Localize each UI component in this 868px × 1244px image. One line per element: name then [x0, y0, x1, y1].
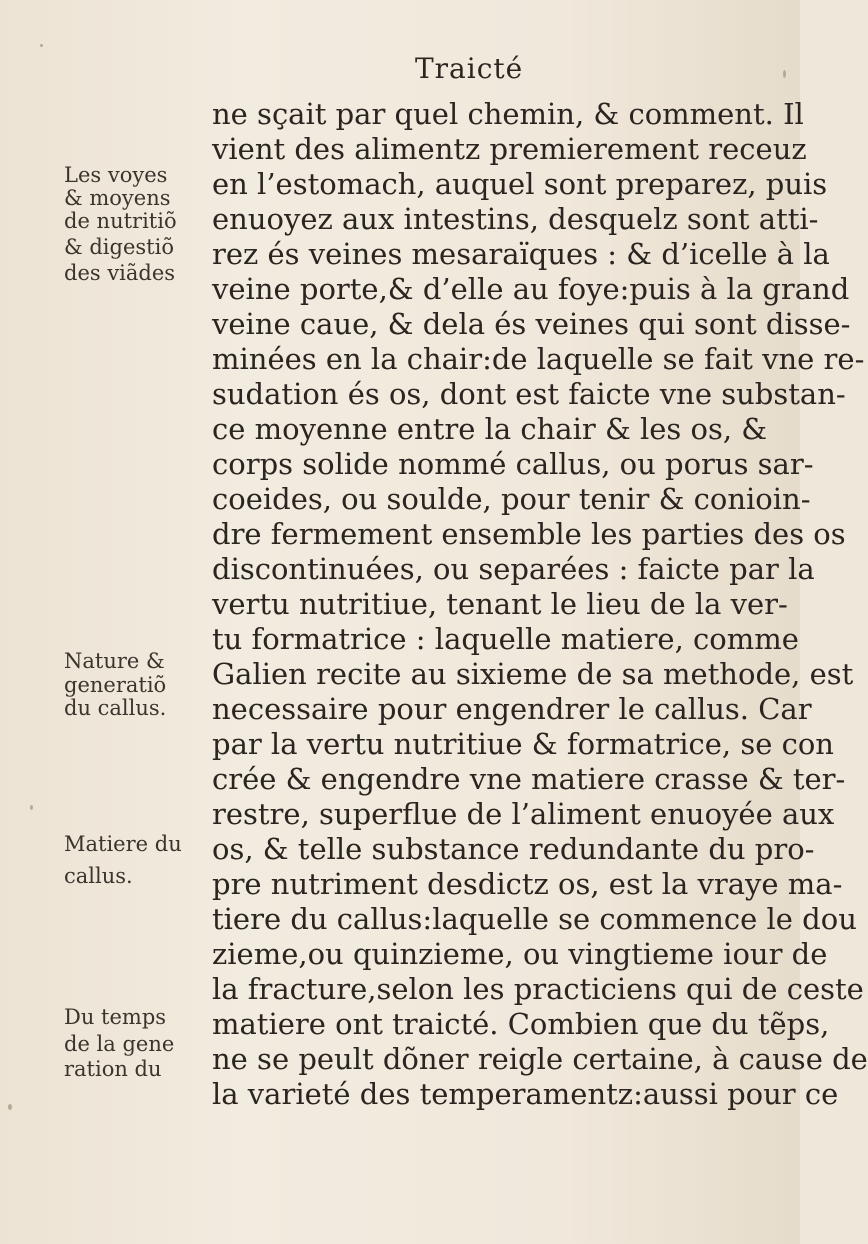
margin-note-line: de la gene: [64, 1032, 175, 1056]
paper-speck: [40, 44, 43, 47]
body-line: en l’estomach, auquel sont preparez, puis: [212, 167, 828, 201]
body-line: Galien recite au sixieme de sa methode, est: [212, 657, 854, 691]
body-line: discontinuées, ou separées : faicte par la: [212, 552, 815, 586]
margin-note-line: Matiere du: [64, 832, 182, 856]
body-line: enuoyez aux intestins, desquelz sont atti-: [212, 202, 819, 236]
body-line: ne se peult dõner reigle certaine, à cause de: [212, 1042, 868, 1076]
margin-note-line: ration du: [64, 1057, 162, 1081]
body-line: restre, superflue de l’aliment enuoyée aux: [212, 797, 835, 831]
body-line: veine caue, & dela és veines qui sont disse-: [212, 307, 851, 341]
margin-note-line: Nature &: [64, 649, 165, 673]
margin-note-line: du callus.: [64, 696, 167, 720]
body-line: rez és veines mesaraïques : & d’icelle à la: [212, 237, 830, 271]
body-line: pre nutriment desdictz os, est la vraye ma-: [212, 867, 843, 901]
margin-note-line: des viãdes: [64, 261, 176, 285]
body-line: corps solide nommé callus, ou porus sar-: [212, 447, 814, 481]
margin-note-line: & digestiõ: [64, 235, 174, 259]
body-line: vertu nutritiue, tenant le lieu de la ver-: [212, 587, 788, 621]
margin-note-line: de nutritiõ: [64, 209, 177, 233]
body-line: ce moyenne entre la chair & les os, &: [212, 412, 768, 446]
body-line: la varieté des temperamentz:aussi pour ce: [212, 1077, 839, 1111]
margin-note-line: Du temps: [64, 1005, 167, 1029]
body-line: sudation és os, dont est faicte vne substan-: [212, 377, 846, 411]
body-line: zieme,ou quinzieme, ou vingtieme iour de: [212, 937, 828, 971]
body-line: coeides, ou soulde, pour tenir & conioin-: [212, 482, 811, 516]
body-line: necessaire pour engendrer le callus. Car: [212, 692, 812, 726]
body-line: veine porte,& d’elle au foye:puis à la grand: [212, 272, 850, 306]
body-line: matiere ont traicté. Combien que du tẽps,: [212, 1007, 830, 1041]
body-line: os, & telle substance redundante du pro-: [212, 832, 815, 866]
paper-speck: [8, 1104, 12, 1110]
body-line: crée & engendre vne matiere crasse & ter-: [212, 762, 846, 796]
body-line: minées en la chair:de laquelle se fait vne re-: [212, 342, 865, 376]
margin-note-line: & moyens: [64, 186, 171, 210]
body-line: dre fermement ensemble les parties des os: [212, 517, 846, 551]
margin-note-line: Les voyes: [64, 163, 168, 187]
margin-note-line: callus.: [64, 864, 133, 888]
body-line: la fracture,selon les practiciens qui de ceste: [212, 972, 864, 1006]
running-header: Traicté: [415, 52, 524, 85]
body-line: tu formatrice : laquelle matiere, comme: [212, 622, 799, 656]
margin-note-line: generatiõ: [64, 673, 167, 697]
body-line: vient des alimentz premierement receuz: [212, 132, 807, 166]
body-line: par la vertu nutritiue & formatrice, se con: [212, 727, 834, 761]
body-line: ne sçait par quel chemin, & comment. Il: [212, 97, 804, 131]
paper-speck: [30, 805, 33, 810]
body-line: tiere du callus:laquelle se commence le dou: [212, 902, 857, 936]
paper-speck: [783, 70, 786, 78]
